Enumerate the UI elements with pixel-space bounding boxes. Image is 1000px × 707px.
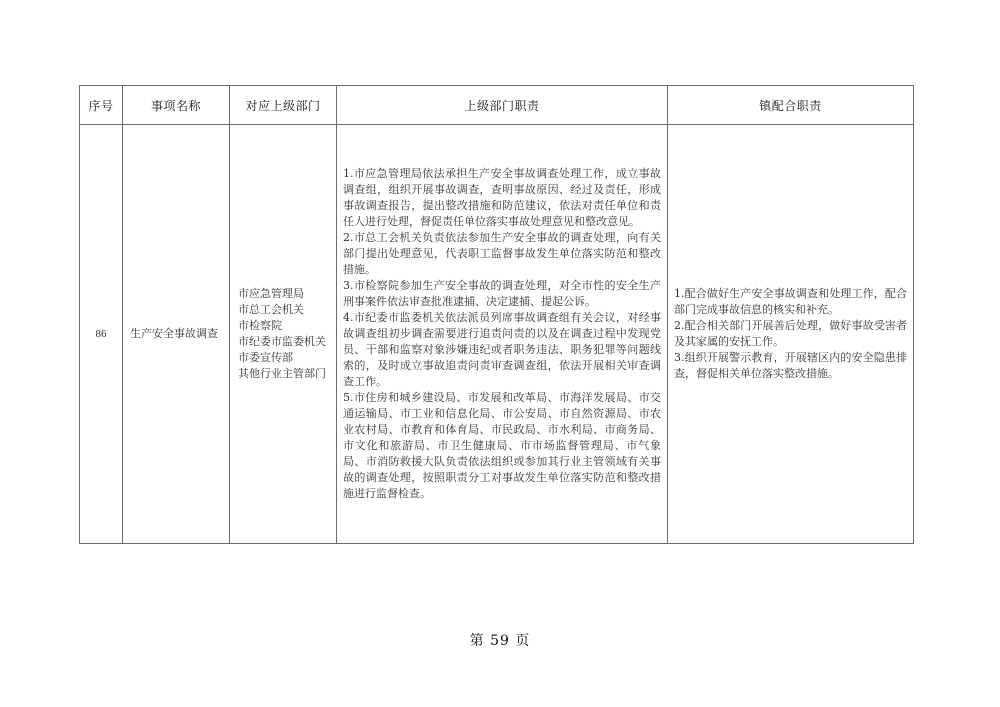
duty-paragraph: 2.市总工会机关负责依法参加生产安全事故的调查处理，向有关部门提出处理意见，代表职工监督事故发生单位落实防范和整改措施。 (343, 231, 661, 276)
cell-seq: 86 (80, 125, 123, 544)
duty-paragraph: 5.市住房和城乡建设局、市发展和改革局、市海洋发展局、市交通运输局、市工业和信息化局、市公安局、市自然资源局、市农业农村局、市教育和体育局、市民政局、市水利局、市商务局、市文化和旅游局、市卫生健康局、市市场监督管理局、市气象局、市消防救援大队负责依法组织或参加其行业主管领域有关事故的调查处理，按照职责分工对事故发生单位落实防范和整改措施进行监督检查。 (343, 391, 661, 500)
header-item-name: 事项名称 (123, 86, 230, 125)
duty-paragraph: 1.市应急管理局依法承担生产安全事故调查处理工作，成立事故调查组，组织开展事故调查，查明事故原因、经过及责任，形成事故调查报告，提出整改措施和防范建议，依法对责任单位和责任人进行处理，督促责任单位落实事故处理意见和整改意见。 (343, 167, 661, 228)
dept-line: 市检察院 (238, 319, 282, 332)
cell-superior-duty (337, 125, 668, 544)
table-header-row (80, 86, 914, 125)
town-duty-paragraph: 3.组织开展警示教育，开展辖区内的安全隐患排查，督促相关单位落实整改措施。 (674, 351, 907, 380)
town-duty-paragraph: 2.配合相关部门开展善后处理，做好事故受害者及其家属的安抚工作。 (674, 319, 907, 348)
dept-line: 市纪委市监委机关 (238, 335, 326, 348)
dept-line: 市总工会机关 (238, 303, 304, 316)
page-number: 第 59 页 (469, 633, 531, 649)
dept-line: 其他行业主管部门 (238, 367, 326, 380)
header-seq: 序号 (80, 86, 123, 125)
duty-paragraph: 4.市纪委市监委机关依法派员列席事故调查组有关会议，对经事故调查组初步调查需要进行追责问责的以及在调查过程中发现党员、干部和监察对象涉嫌违纪或者职务违法、职务犯罪等问题线索的，及时成立事故追责问责审查调查组，依法开展相关审查调查工作。 (343, 311, 661, 388)
dept-line: 市应急管理局 (238, 287, 304, 300)
header-town-duty: 镇配合职责 (668, 86, 914, 125)
duty-paragraph: 3.市检察院参加生产安全事故的调查处理，对全市性的安全生产刑事案件依法审查批准逮捕、决定逮捕、提起公诉。 (343, 279, 661, 308)
cell-town-duty (668, 125, 914, 544)
header-superior-duty: 上级部门职责 (337, 86, 668, 125)
town-duty-paragraph: 1.配合做好生产安全事故调查和处理工作，配合部门完成事故信息的核实和补充。 (674, 287, 907, 316)
header-superior-dept: 对应上级部门 (230, 86, 337, 125)
cell-superior-dept (230, 125, 337, 544)
duty-table (79, 85, 914, 544)
dept-line: 市委宣传部 (238, 351, 293, 364)
cell-item-name: 生产安全事故调查 (123, 125, 230, 544)
table-row (80, 125, 914, 544)
